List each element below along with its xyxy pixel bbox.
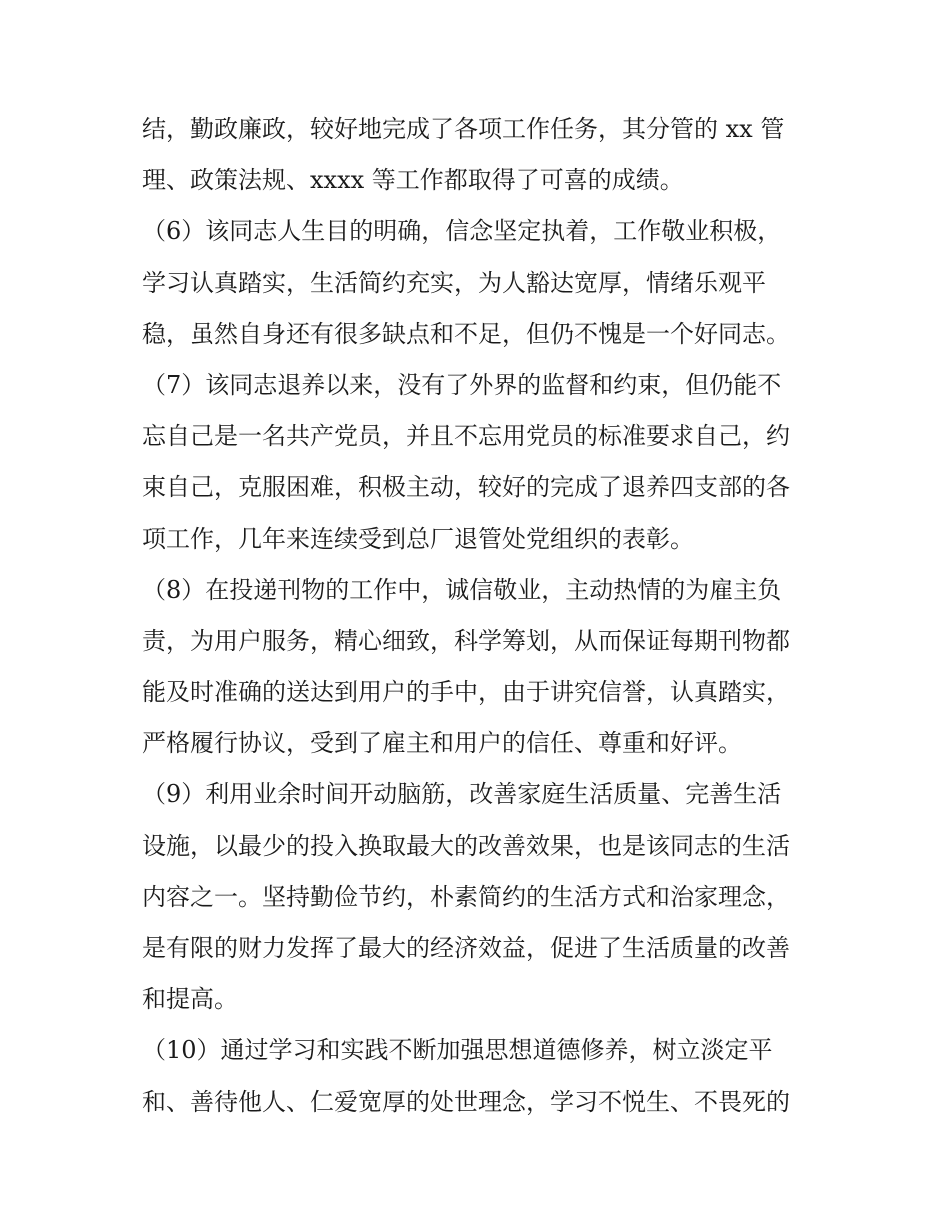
text-line: 严格履行协议，受到了雇主和用户的信任、尊重和好评。	[142, 729, 742, 758]
text-line: 内容之一。坚持勤俭节约，朴素简约的生活方式和治家理念，	[142, 882, 790, 911]
text-line: 能及时准确的送达到用户的手中，由于讲究信誉，认真踏实，	[142, 678, 790, 707]
text-line: 束自己，克服困难，积极主动，较好的完成了退养四支部的各	[142, 473, 790, 502]
text-line: （9）利用业余时间开动脑筋，改善家庭生活质量、完善生活	[142, 780, 782, 809]
text-line: 结，勤政廉政，较好地完成了各项工作任务，其分管的 xx 管	[142, 115, 785, 143]
text-line: 项工作，几年来连续受到总厂退管处党组织的表彰。	[142, 524, 694, 553]
text-line: 和、善待他人、仁爱宽厚的处世理念，学习不悦生、不畏死的	[142, 1087, 790, 1116]
text-line: 和提高。	[142, 985, 238, 1014]
text-line: （6）该同志人生目的明确，信念坚定执着，工作敬业积极，	[142, 217, 782, 246]
text-line: （10）通过学习和实践不断加强思想道德修养，树立淡定平	[142, 1036, 773, 1065]
document-body	[142, 104, 822, 1128]
text-line: 稳，虽然自身还有很多缺点和不足，但仍不愧是一个好同志。	[142, 319, 790, 348]
text-line: 学习认真踏实，生活简约充实，为人豁达宽厚，情绪乐观平	[142, 268, 766, 297]
text-line: 忘自己是一名共产党员，并且不忘用党员的标准要求自己，约	[142, 422, 790, 451]
text-line: （8）在投递刊物的工作中，诚信敬业，主动热情的为雇主负	[142, 575, 782, 604]
text-line: （7）该同志退养以来，没有了外界的监督和约束，但仍能不	[142, 370, 782, 399]
text-line: 理、政策法规、xxxx 等工作都取得了可喜的成绩。	[142, 166, 684, 195]
text-line: 设施，以最少的投入换取最大的改善效果，也是该同志的生活	[142, 831, 790, 860]
text-line: 责，为用户服务，精心细致，科学筹划，从而保证每期刊物都	[142, 626, 790, 655]
text-line: 是有限的财力发挥了最大的经济效益，促进了生活质量的改善	[142, 934, 790, 962]
